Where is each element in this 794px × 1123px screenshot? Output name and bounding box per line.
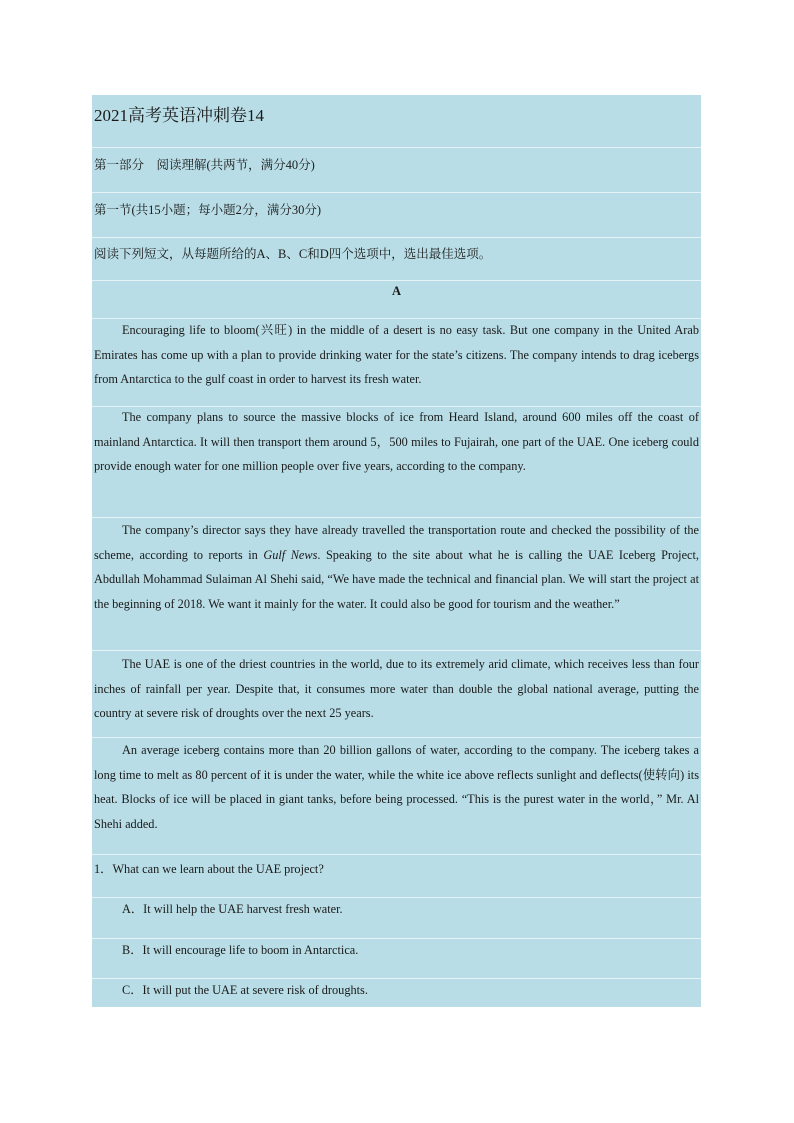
- rule-line: [92, 192, 701, 193]
- paragraph-3: [94, 518, 699, 616]
- rule-line: [92, 650, 701, 651]
- section-one-heading: 第一节(共15小题；每小题2分，满分30分): [94, 203, 322, 217]
- paragraph-2: The company plans to source the massive blocks of ice from Heard Island, around 600 miles off the coast of mainland Antarctica. It will then transport them around 5，500 miles to Fujairah, one part of the UAE. One iceberg could provide enough water for one million people over five years, according to the company.: [94, 410, 699, 474]
- paragraph-3-start: The company’s director says they have already travelled the transportation route and checked the possibility of the scheme, according to reports in: [94, 523, 699, 562]
- document-page: [92, 95, 701, 1007]
- paragraph-5: An average iceberg contains more than 20 billion gallons of water, according to the company. The iceberg takes a long time to melt as 80 percent of it is under the water, while the white ice above reflects sunlight and deflects(使转向) its heat. Blocks of ice will be placed in giant tanks, before being processed. “This is the purest water in the world，” Mr. Al Shehi added.: [94, 743, 699, 831]
- paragraph-3-end: . Speaking to the site about what he is calling the UAE Iceberg Project, Abdullah Mohammad Sulaiman Al Shehi said, “We have made the technical and financial plan. We will start the project at the beginning of 2018. We want it mainly for the water. It could also be good for tourism and the weather.”: [94, 547, 700, 611]
- section-part-heading: 第一部分 阅读理解(共两节，满分40分): [94, 158, 315, 172]
- option-c[interactable]: C．It will put the UAE at severe risk of droughts.: [122, 983, 368, 997]
- instruction-text: 阅读下列短文，从每题所给的A、B、C和D四个选项中，选出最佳选项。: [94, 247, 492, 261]
- rule-line: [92, 237, 701, 238]
- question-1: 1．What can we learn about the UAE project?: [94, 862, 324, 876]
- paragraph-4: The UAE is one of the driest countries in the world, due to its extremely arid climate, which receives less than four inches of rainfall per year. Despite that, it consumes more water than double the global national average, putting the country at severe risk of droughts over the next 25 years.: [94, 657, 699, 721]
- rule-line: [92, 147, 701, 148]
- page-title: 2021高考英语冲刺卷14: [94, 106, 264, 125]
- passage-label: A: [391, 284, 402, 298]
- rule-line: [92, 854, 701, 855]
- source-name: Gulf News: [263, 547, 318, 562]
- paragraph-1: Encouraging life to bloom(兴旺) in the middle of a desert is no easy task. But one company in the United Arab Emirates has come up with a plan to provide drinking water for the state’s citizens. The company intends to drag icebergs from Antarctica to the gulf coast in order to harvest its fresh water.: [94, 323, 699, 387]
- option-b[interactable]: B．It will encourage life to boom in Antarctica.: [122, 943, 359, 957]
- option-a[interactable]: A．It will help the UAE harvest fresh water.: [122, 902, 343, 916]
